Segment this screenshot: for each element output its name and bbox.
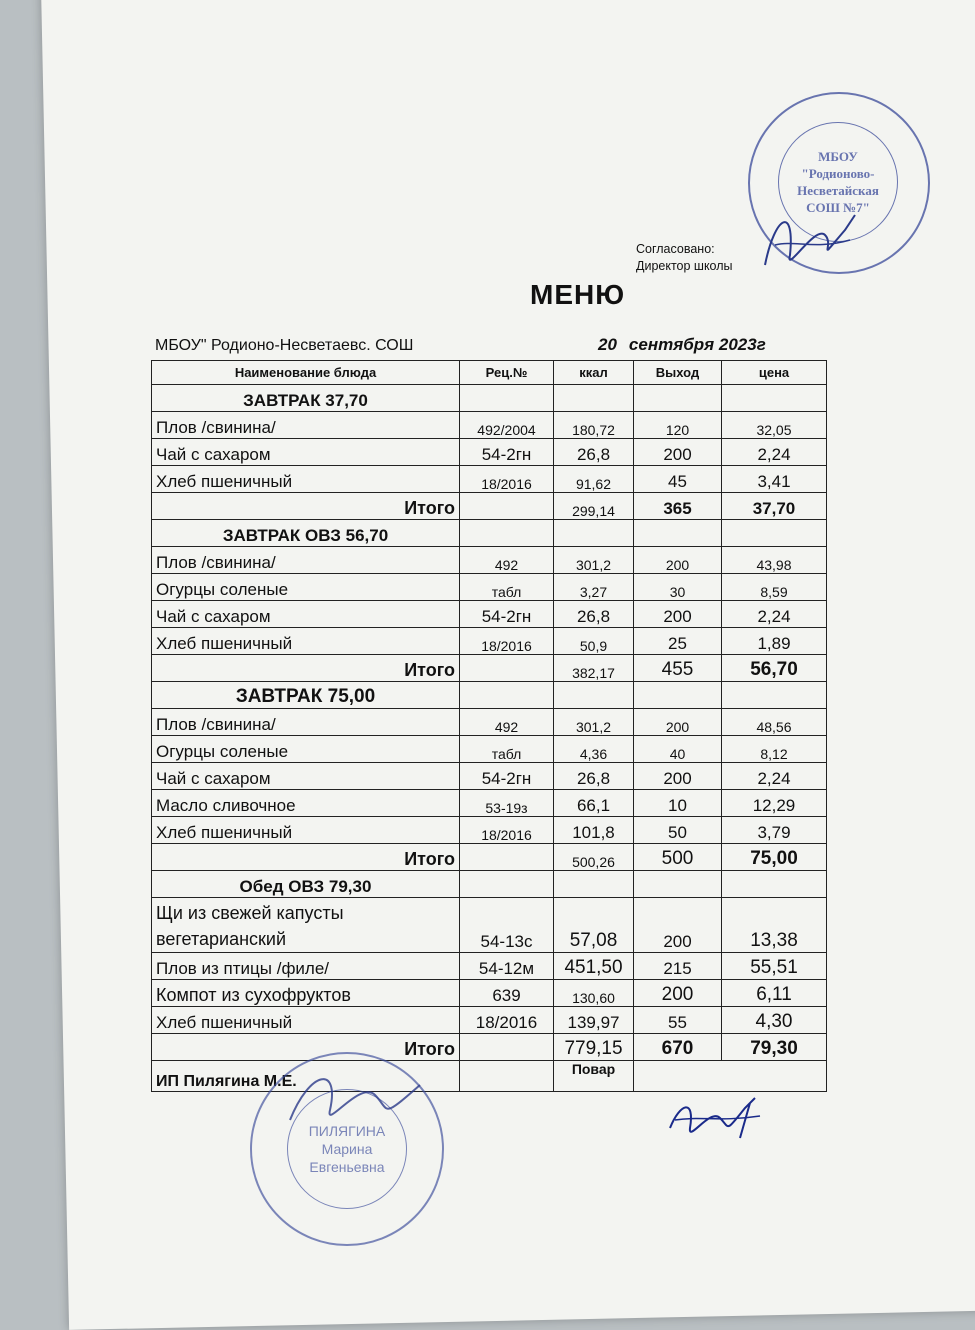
dish-price: 3,41 — [722, 466, 827, 493]
dish-output: 25 — [634, 628, 722, 655]
dish-recipe: 639 — [460, 980, 554, 1007]
total-row — [152, 1034, 827, 1061]
dish-output: 50 — [634, 817, 722, 844]
total-output: 500 — [634, 844, 722, 871]
dish-price: 6,11 — [722, 980, 827, 1007]
dish-price: 8,12 — [722, 736, 827, 763]
dish-output: 215 — [634, 953, 722, 980]
total-price: 37,70 — [722, 493, 827, 520]
total-row — [152, 493, 827, 520]
dish-kcal: 3,27 — [554, 574, 634, 601]
dish-price: 2,24 — [722, 439, 827, 466]
dish-recipe: 18/2016 — [460, 628, 554, 655]
total-output: 670 — [634, 1034, 722, 1061]
dish-recipe: 492 — [460, 547, 554, 574]
dish-name: Огурцы соленые — [152, 574, 460, 601]
cook-label: Повар — [554, 1061, 634, 1092]
dish-recipe: 53-19з — [460, 790, 554, 817]
dish-recipe: 54-2гн — [460, 763, 554, 790]
total-label: Итого — [152, 655, 460, 682]
table-row — [152, 709, 827, 736]
dish-recipe: 54-13с — [460, 898, 554, 953]
table-row — [152, 466, 827, 493]
total-price: 79,30 — [722, 1034, 827, 1061]
dish-kcal: 4,36 — [554, 736, 634, 763]
dish-output: 30 — [634, 574, 722, 601]
dish-output: 200 — [634, 763, 722, 790]
dish-kcal: 26,8 — [554, 439, 634, 466]
dish-price: 2,24 — [722, 763, 827, 790]
table-row — [152, 439, 827, 466]
dish-output: 45 — [634, 466, 722, 493]
section-row — [152, 520, 827, 547]
dish-price: 1,89 — [722, 628, 827, 655]
total-kcal: 500,26 — [554, 844, 634, 871]
section-title: ЗАВТРАК 37,70 — [152, 385, 460, 412]
dish-kcal: 301,2 — [554, 709, 634, 736]
dish-recipe: 54-2гн — [460, 601, 554, 628]
provider-signature — [280, 1060, 430, 1140]
dish-name: Хлеб пшеничный — [152, 817, 460, 844]
dish-kcal: 130,60 — [554, 980, 634, 1007]
table-row — [152, 790, 827, 817]
school-stamp-line: Несветайская — [797, 183, 879, 198]
dish-name: Плов /свинина/ — [152, 547, 460, 574]
table-row — [152, 953, 827, 980]
col-header-name: Наименование блюда — [152, 361, 460, 385]
dish-kcal: 66,1 — [554, 790, 634, 817]
total-kcal: 779,15 — [554, 1034, 634, 1061]
section-row — [152, 682, 827, 709]
section-row — [152, 385, 827, 412]
dish-output: 40 — [634, 736, 722, 763]
dish-name: Компот из сухофруктов — [152, 980, 460, 1007]
section-row — [152, 871, 827, 898]
dish-output: 10 — [634, 790, 722, 817]
dish-output: 200 — [634, 898, 722, 953]
col-header-rec: Рец.№ — [460, 361, 554, 385]
footer-row — [152, 1061, 827, 1092]
dish-kcal: 50,9 — [554, 628, 634, 655]
dish-kcal: 139,97 — [554, 1007, 634, 1034]
dish-price: 12,29 — [722, 790, 827, 817]
dish-output: 200 — [634, 980, 722, 1007]
dish-kcal: 301,2 — [554, 547, 634, 574]
dish-recipe: 492 — [460, 709, 554, 736]
dish-recipe: табл — [460, 574, 554, 601]
provider-name: ИП Пилягина М.Е. — [152, 1061, 460, 1092]
school-stamp-line: "Родионово- — [801, 166, 875, 181]
dish-kcal: 451,50 — [554, 953, 634, 980]
table-row — [152, 601, 827, 628]
menu-table — [151, 360, 827, 1092]
dish-price: 32,05 — [722, 412, 827, 439]
approval-block — [636, 241, 733, 275]
dish-price: 55,51 — [722, 953, 827, 980]
table-row — [152, 736, 827, 763]
total-row — [152, 655, 827, 682]
dish-output: 200 — [634, 547, 722, 574]
table-row — [152, 898, 827, 953]
dish-kcal: 26,8 — [554, 601, 634, 628]
total-output: 455 — [634, 655, 722, 682]
dish-kcal: 26,8 — [554, 763, 634, 790]
dish-price: 2,24 — [722, 601, 827, 628]
dish-price: 4,30 — [722, 1007, 827, 1034]
dish-name: Щи из свежей капусты вегетарианский — [152, 898, 460, 953]
dish-name: Масло сливочное — [152, 790, 460, 817]
section-title: ЗАВТРАК 75,00 — [152, 682, 460, 709]
dish-recipe: 18/2016 — [460, 466, 554, 493]
table-row — [152, 547, 827, 574]
ip-stamp-line: Евгеньевна — [309, 1159, 385, 1175]
dish-output: 120 — [634, 412, 722, 439]
dish-price: 3,79 — [722, 817, 827, 844]
table-row — [152, 817, 827, 844]
total-price: 56,70 — [722, 655, 827, 682]
total-label: Итого — [152, 844, 460, 871]
approved-label: Согласовано: — [636, 242, 715, 256]
total-label: Итого — [152, 1034, 460, 1061]
table-row — [152, 412, 827, 439]
dish-recipe: 492/2004 — [460, 412, 554, 439]
total-kcal: 382,17 — [554, 655, 634, 682]
school-stamp-line: МБОУ — [818, 149, 858, 164]
director-signature — [755, 195, 865, 285]
dish-output: 200 — [634, 709, 722, 736]
total-label: Итого — [152, 493, 460, 520]
page-title: МЕНЮ — [530, 279, 626, 310]
dish-name: Огурцы соленые — [152, 736, 460, 763]
school-stamp-line: СОШ №7" — [806, 200, 870, 215]
dish-name: Чай с сахаром — [152, 763, 460, 790]
col-header-price: цена — [722, 361, 827, 385]
section-title: ЗАВТРАК ОВЗ 56,70 — [152, 520, 460, 547]
dish-recipe: 54-2гн — [460, 439, 554, 466]
table-header-row — [152, 361, 827, 385]
dish-recipe: табл — [460, 736, 554, 763]
dish-output: 200 — [634, 601, 722, 628]
date-month-year: сентября 2023г — [628, 335, 766, 354]
table-row — [152, 980, 827, 1007]
date-day: 20 — [598, 335, 617, 354]
dish-output: 55 — [634, 1007, 722, 1034]
dish-kcal: 57,08 — [554, 898, 634, 953]
total-row — [152, 844, 827, 871]
dish-price: 13,38 — [722, 898, 827, 953]
dish-price: 8,59 — [722, 574, 827, 601]
director-label: Директор школы — [636, 259, 733, 273]
dish-price: 43,98 — [722, 547, 827, 574]
dish-kcal: 180,72 — [554, 412, 634, 439]
dish-name: Хлеб пшеничный — [152, 1007, 460, 1034]
total-output: 365 — [634, 493, 722, 520]
dish-name: Хлеб пшеничный — [152, 628, 460, 655]
section-title: Обед ОВЗ 79,30 — [152, 871, 460, 898]
dish-name: Плов /свинина/ — [152, 412, 460, 439]
school-name: МБОУ" Родионо-Несветаевс. СОШ — [155, 337, 414, 354]
cook-signature — [660, 1088, 770, 1148]
total-price: 75,00 — [722, 844, 827, 871]
dish-kcal: 91,62 — [554, 466, 634, 493]
dish-name: Чай с сахаром — [152, 439, 460, 466]
dish-name: Чай с сахаром — [152, 601, 460, 628]
total-kcal: 299,14 — [554, 493, 634, 520]
table-row — [152, 574, 827, 601]
ip-stamp-line: Марина — [321, 1141, 373, 1157]
table-row — [152, 763, 827, 790]
dish-name: Хлеб пшеничный — [152, 466, 460, 493]
dish-recipe: 18/2016 — [460, 817, 554, 844]
dish-name: Плов /свинина/ — [152, 709, 460, 736]
table-row — [152, 1007, 827, 1034]
dish-output: 200 — [634, 439, 722, 466]
ip-stamp-line: ПИЛЯГИНА — [308, 1123, 386, 1139]
dish-price: 48,56 — [722, 709, 827, 736]
dish-recipe: 18/2016 — [460, 1007, 554, 1034]
table-row — [152, 628, 827, 655]
dish-name: Плов из птицы /филе/ — [152, 953, 460, 980]
col-header-out: Выход — [634, 361, 722, 385]
dish-recipe: 54-12м — [460, 953, 554, 980]
col-header-kcal: ккал — [554, 361, 634, 385]
dish-kcal: 101,8 — [554, 817, 634, 844]
menu-date — [598, 335, 766, 355]
